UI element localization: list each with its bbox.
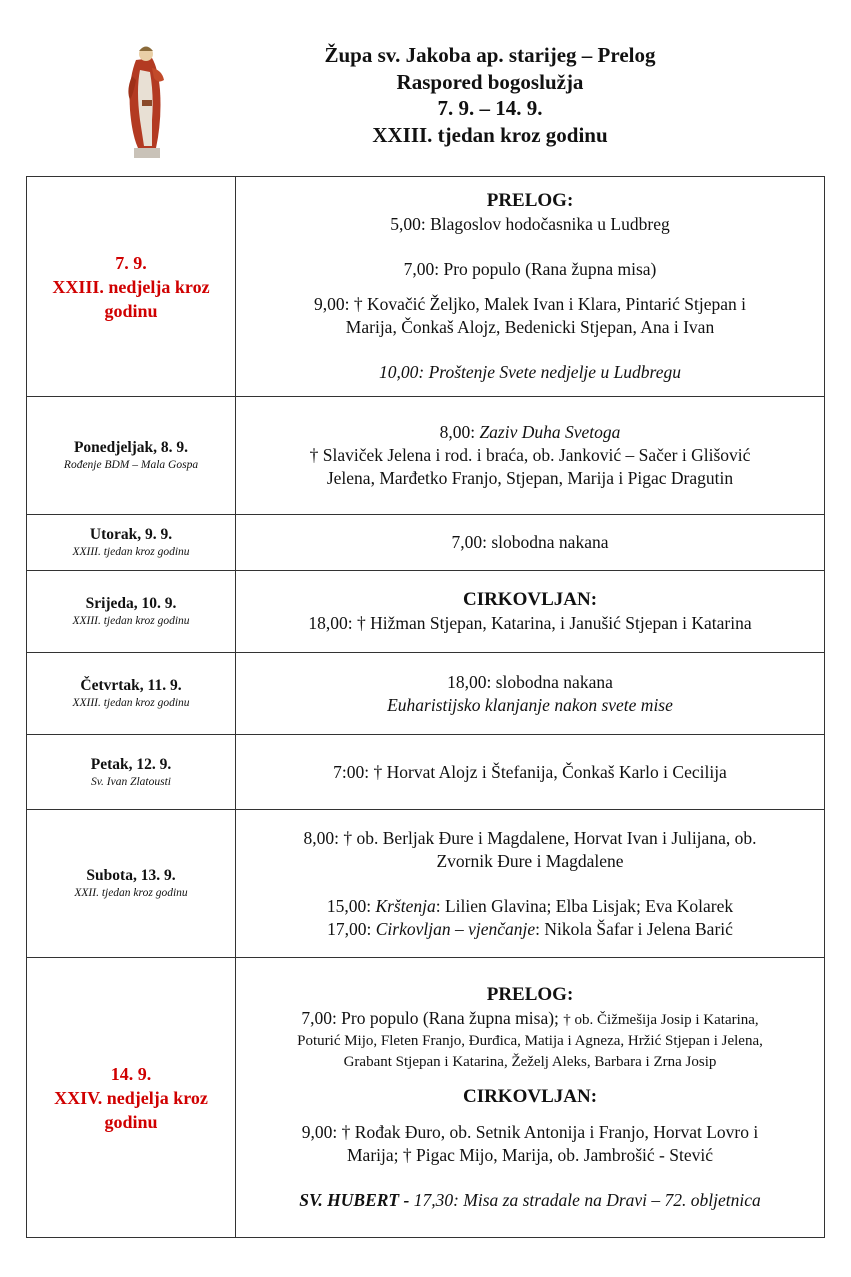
table-row xyxy=(27,515,825,571)
services-cell xyxy=(236,397,825,515)
services-cell xyxy=(236,810,825,958)
service-line: 7:00: † Horvat Alojz i Štefanija, Čonkaš Karlo i Cecilija xyxy=(333,761,727,782)
header xyxy=(0,0,851,170)
service-line: 9,00: † Kovačić Željko, Malek Ivan i Klara, Pintarić Stjepan i xyxy=(313,294,747,314)
services-cell xyxy=(236,653,825,735)
day-cell xyxy=(27,735,236,810)
title-line-schedule: Raspored bogoslužja xyxy=(396,69,584,94)
location-label: PRELOG: xyxy=(486,190,574,211)
day-title: XXIV. nedjelja kroz xyxy=(54,1087,208,1108)
services-cell xyxy=(236,735,825,810)
service-line: Marija; † Pigac Mijo, Marija, ob. Jambrošić - Stević xyxy=(347,1145,713,1165)
day-cell xyxy=(27,810,236,958)
day-name: Ponedjeljak, 8. 9. xyxy=(73,439,189,456)
day-name: Četvrtak, 11. 9. xyxy=(80,677,182,694)
day-name: Petak, 12. 9. xyxy=(90,755,172,773)
service-line: Marija, Čonkaš Alojz, Bedenicki Stjepan, Ana i Ivan xyxy=(345,317,715,337)
day-cell xyxy=(27,515,236,571)
service-line: Euharistijsko klanjanje nakon svete mise xyxy=(387,694,673,715)
day-title: XXIII. nedjelja kroz xyxy=(52,276,210,297)
day-cell xyxy=(27,653,236,735)
services-cell xyxy=(236,177,825,397)
service-line: 17,00: Cirkovljan – vjenčanje: Nikola Šafar i Jelena Barić xyxy=(327,918,733,939)
service-line: 18,00: slobodna nakana xyxy=(447,671,613,692)
day-subtitle: XXIII. tjedan kroz godinu xyxy=(72,697,190,709)
table-row xyxy=(27,177,825,397)
service-line: SV. HUBERT - 17,30: Misa za stradale na Dravi – 72. obljetnica xyxy=(299,1190,761,1210)
title-line-parish: Župa sv. Jakoba ap. starijeg – Prelog xyxy=(324,43,656,67)
day-name: Subota, 13. 9. xyxy=(86,867,176,884)
service-line: 9,00: † Rođak Đuro, ob. Setnik Antonija i Franjo, Horvat Lovro i xyxy=(301,1122,759,1142)
service-line: 18,00: † Hižman Stjepan, Katarina, i Janušić Stjepan i Katarina xyxy=(308,613,752,633)
day-date: 14. 9. xyxy=(110,1063,152,1084)
table-row xyxy=(27,735,825,810)
service-line: 8,00: † ob. Berljak Đure i Magdalene, Horvat Ivan i Julijana, ob. xyxy=(303,827,757,848)
location-label: PRELOG: xyxy=(486,984,574,1005)
day-name: Srijeda, 10. 9. xyxy=(85,595,177,612)
service-line: 7,00: Pro populo (Rana župna misa) xyxy=(403,259,657,279)
day-subtitle: Rođenje BDM – Mala Gospa xyxy=(63,459,199,471)
day-subtitle: XXIII. tjedan kroz godinu xyxy=(72,546,190,558)
title-line-dates: 7. 9. – 14. 9. xyxy=(437,96,543,120)
day-subtitle: Sv. Ivan Zlatousti xyxy=(91,775,171,788)
day-title: godinu xyxy=(104,1111,158,1132)
table-row xyxy=(27,653,825,735)
service-line: 15,00: Krštenja: Lilien Glavina; Elba Lisjak; Eva Kolarek xyxy=(326,895,734,916)
services-cell xyxy=(236,958,825,1238)
service-line: 5,00: Blagoslov hodočasnika u Ludbreg xyxy=(390,214,670,234)
table-row xyxy=(27,571,825,653)
day-subtitle: XXII. tjedan kroz godinu xyxy=(74,887,188,899)
service-line: 10,00: Proštenje Svete nedjelje u Ludbregu xyxy=(379,362,681,382)
services-cell xyxy=(236,515,825,571)
services-cell xyxy=(236,571,825,653)
page-title xyxy=(240,42,740,148)
day-date: 7. 9. xyxy=(115,252,147,273)
service-line: 7,00: Pro populo (Rana župna misa); † ob. Čižmešija Josip i Katarina, xyxy=(301,1008,759,1028)
day-subtitle: XXIII. tjedan kroz godinu xyxy=(72,615,190,627)
service-line: † Slaviček Jelena i rod. i braća, ob. Janković – Sačer i Glišović xyxy=(309,445,751,465)
day-cell xyxy=(27,958,236,1238)
day-title: godinu xyxy=(104,300,158,321)
service-line: 8,00: Zaziv Duha Svetoga xyxy=(439,422,621,442)
table-row xyxy=(27,397,825,515)
service-line: Zvornik Đure i Magdalene xyxy=(436,850,624,871)
schedule-table xyxy=(26,176,825,1238)
service-line: 7,00: slobodna nakana xyxy=(451,532,609,552)
table-row xyxy=(27,958,825,1238)
saint-statue-icon xyxy=(122,40,170,160)
day-name: Utorak, 9. 9. xyxy=(89,526,173,543)
title-line-week: XXIII. tjedan kroz godinu xyxy=(372,122,608,147)
table-row xyxy=(27,810,825,958)
service-line: Grabant Stjepan i Katarina, Žeželj Aleks, Barbara i Zrna Josip xyxy=(343,1054,717,1070)
location-label: CIRKOVLJAN: xyxy=(462,589,598,610)
day-cell xyxy=(27,571,236,653)
service-line: Poturić Mijo, Fleten Franjo, Đurđica, Matija i Agneza, Hržić Stjepan i Jelena, xyxy=(297,1033,763,1049)
day-cell xyxy=(27,177,236,397)
service-line: Jelena, Marđetko Franjo, Stjepan, Marija i Pigac Dragutin xyxy=(326,468,734,488)
day-cell xyxy=(27,397,236,515)
location-label: CIRKOVLJAN: xyxy=(462,1086,598,1107)
